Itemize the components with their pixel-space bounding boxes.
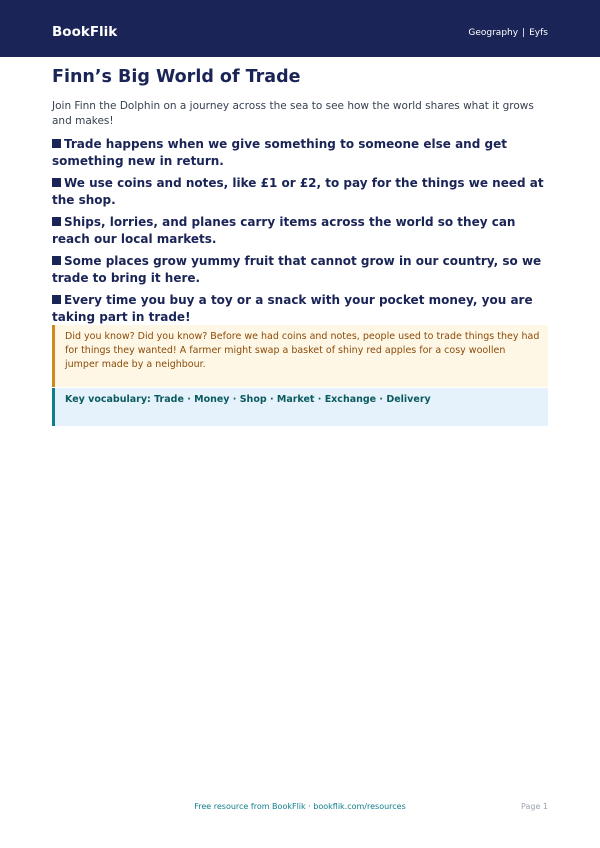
key-point-text: Some places grow yummy fruit that cannot grow in our country, so we trade to bring it here. <box>52 254 542 285</box>
key-vocabulary-box <box>52 388 548 426</box>
square-bullet-icon <box>52 139 61 148</box>
key-point-text: Ships, lorries, and planes carry items across the world so they can reach our local markets. <box>52 215 516 246</box>
square-bullet-icon <box>52 256 61 265</box>
intro-paragraph: Join Finn the Dolphin on a journey across the sea to see how the world shares what it grows and makes! <box>52 100 534 127</box>
brand-logo[interactable]: BookFlik <box>52 24 118 40</box>
header-meta <box>468 27 548 39</box>
footer-source-link[interactable]: Free resource from BookFlik · bookflik.com/resources <box>194 802 406 811</box>
page-number: Page 1 <box>521 802 548 811</box>
page-title: Finn’s Big World of Trade <box>52 67 301 87</box>
subject-label: Geography <box>468 28 519 38</box>
key-point-item <box>52 136 552 170</box>
did-you-know-text: Did you know? Did you know? Before we had coins and notes, people used to trade things they had for things they wanted! A farmer might swap a basket of shiny red apples for a cosy woollen jumper made by a neighbour. <box>65 331 540 370</box>
meta-separator: | <box>522 28 526 38</box>
key-vocabulary-text: Key vocabulary: Trade · Money · Shop · Market · Exchange · Delivery <box>65 394 431 405</box>
key-point-item <box>52 253 552 287</box>
square-bullet-icon <box>52 217 61 226</box>
key-points-list <box>52 136 552 331</box>
key-point-item <box>52 292 552 326</box>
key-point-item <box>52 214 552 248</box>
square-bullet-icon <box>52 178 61 187</box>
key-point-text: Every time you buy a toy or a snack with your pocket money, you are taking part in trade! <box>52 293 533 324</box>
did-you-know-box <box>52 325 548 387</box>
level-label: Eyfs <box>529 28 548 38</box>
header-bar <box>0 0 600 57</box>
key-point-item <box>52 175 552 209</box>
key-point-text: We use coins and notes, like £1 or £2, to pay for the things we need at the shop. <box>52 176 544 207</box>
key-point-text: Trade happens when we give something to someone else and get something new in return. <box>52 137 507 168</box>
square-bullet-icon <box>52 295 61 304</box>
